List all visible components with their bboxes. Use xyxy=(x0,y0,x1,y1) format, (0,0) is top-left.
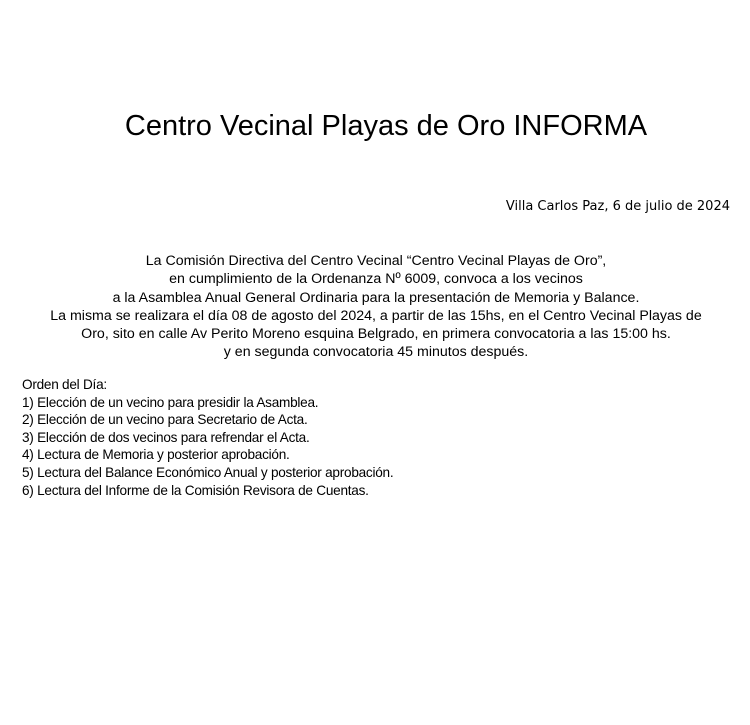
body-line: Oro, sito en calle Av Perito Moreno esquina Belgrado, en primera convocatoria a las 15:00 hs. xyxy=(81,326,671,343)
agenda-item: 5) Lectura del Balance Económico Anual y posterior aprobación. xyxy=(22,464,394,480)
body-line: La Comisión Directiva del Centro Vecinal “Centro Vecinal Playas de Oro”, xyxy=(145,253,607,269)
body-line: en cumplimiento de la Ordenanza Nº 6009, convoca a los vecinos xyxy=(169,271,583,288)
document-title: Centro Vecinal Playas de Oro INFORMA xyxy=(124,110,648,142)
agenda-item: 2) Elección de un vecino para Secretario de Acta. xyxy=(22,412,308,428)
body-line: La misma se realizara el día 08 de agosto del 2024, a partir de las 15hs, en el Centro Vecinal Playas de xyxy=(50,307,702,324)
body-line: a la Asamblea Anual General Ordinaria para la presentación de Memoria y Balance. xyxy=(112,289,640,306)
agenda-item: 3) Elección de dos vecinos para refrendar el Acta. xyxy=(22,429,310,445)
dateline: Villa Carlos Paz, 6 de julio de 2024 xyxy=(505,199,730,214)
body-line: y en segunda convocatoria 45 minutos después. xyxy=(223,344,529,361)
agenda-item: 1) Elección de un vecino para presidir la Asamblea. xyxy=(22,394,319,410)
announcement-body xyxy=(20,252,732,362)
agenda xyxy=(22,376,393,499)
agenda-item: 4) Lectura de Memoria y posterior aprobación. xyxy=(22,447,290,463)
agenda-item: 6) Lectura del Informe de la Comisión Revisora de Cuentas. xyxy=(22,482,369,498)
agenda-heading: Orden del Día: xyxy=(22,377,107,392)
